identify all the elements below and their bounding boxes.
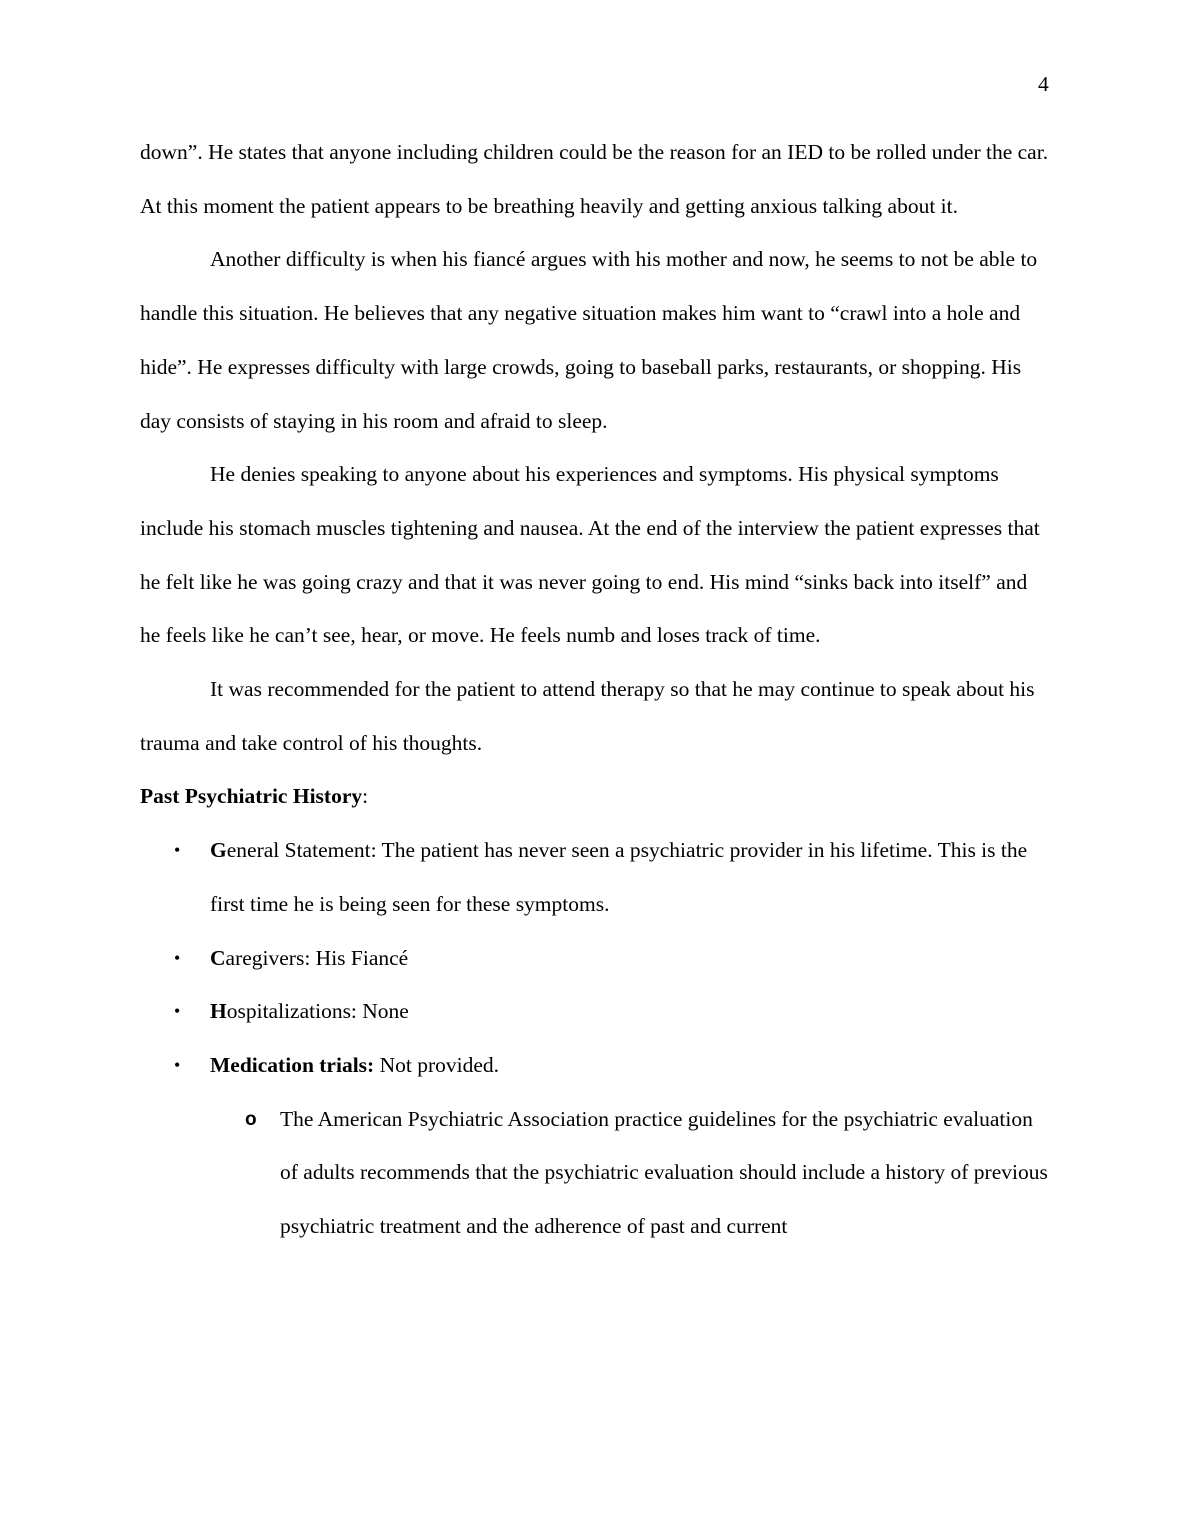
list-item-general-statement [174, 824, 1052, 931]
list-item-hospitalizations [174, 985, 1052, 1039]
paragraph-continuation: down”. He states that anyone including children could be the reason for an IED to be rolled under the car. At this moment the patient appears to be breathing heavily and getting anxious talking about it. [140, 140, 1049, 218]
medication-sub-list [210, 1093, 1052, 1254]
list-item-text: ospitalizations: None [226, 999, 409, 1024]
section-heading-colon: : [362, 784, 369, 809]
section-heading [140, 770, 1052, 824]
paragraph-difficulty: Another difficulty is when his fiancé argues with his mother and now, he seems to not be able to handle this situation. He believes that any negative situation makes him want to “crawl into a hole and hide”. He expresses difficulty with large crowds, going to baseball parks, restaurants, or shopping. His day consists of staying in his room and afraid to sleep. [140, 247, 1038, 433]
bullet-icon: • [174, 947, 181, 968]
list-item-text: Not provided. [374, 1052, 500, 1077]
bullet-icon: • [174, 1054, 181, 1075]
list-item-medication-trials [174, 1039, 1052, 1254]
list-item-bold: H [210, 999, 227, 1024]
bullet-icon: • [174, 1001, 181, 1022]
list-item-text: eneral Statement: The patient has never seen a psychiatric provider in his lifetime. This is the first time he is being seen for these symptoms. [210, 838, 1028, 916]
list-item-bold: C [210, 945, 226, 970]
sub-list-item-apa-guidelines [245, 1093, 1052, 1254]
history-list [140, 824, 1052, 1254]
bullet-icon: • [174, 840, 181, 861]
document-body [140, 126, 1052, 1254]
list-item-bold: Medication trials: [210, 1052, 375, 1077]
list-item-caregivers [174, 932, 1052, 986]
page-number: 4 [1038, 72, 1049, 96]
list-item-bold: G [210, 838, 227, 863]
hollow-bullet-icon: o [245, 1108, 257, 1130]
section-heading-text: Past Psychiatric History [140, 784, 363, 809]
paragraph-symptoms: He denies speaking to anyone about his experiences and symptoms. His physical symptoms include his stomach muscles tightening and nausea. At the end of the interview the patient expresses that he felt like he was going crazy and that it was never going to end. His mind “sinks back into itself” and he feels like he can’t see, hear, or move. He feels numb and loses track of time. [140, 462, 1040, 648]
paragraph-recommendation: It was recommended for the patient to attend therapy so that he may continue to speak about his trauma and take control of his thoughts. [140, 677, 1035, 755]
sub-list-item-text: The American Psychiatric Association practice guidelines for the psychiatric evaluation of adults recommends that the psychiatric evaluation should include a history of previous psychiatric treatment and the adherence of past and current [280, 1106, 1048, 1239]
list-item-text: aregivers: His Fiancé [225, 945, 409, 970]
